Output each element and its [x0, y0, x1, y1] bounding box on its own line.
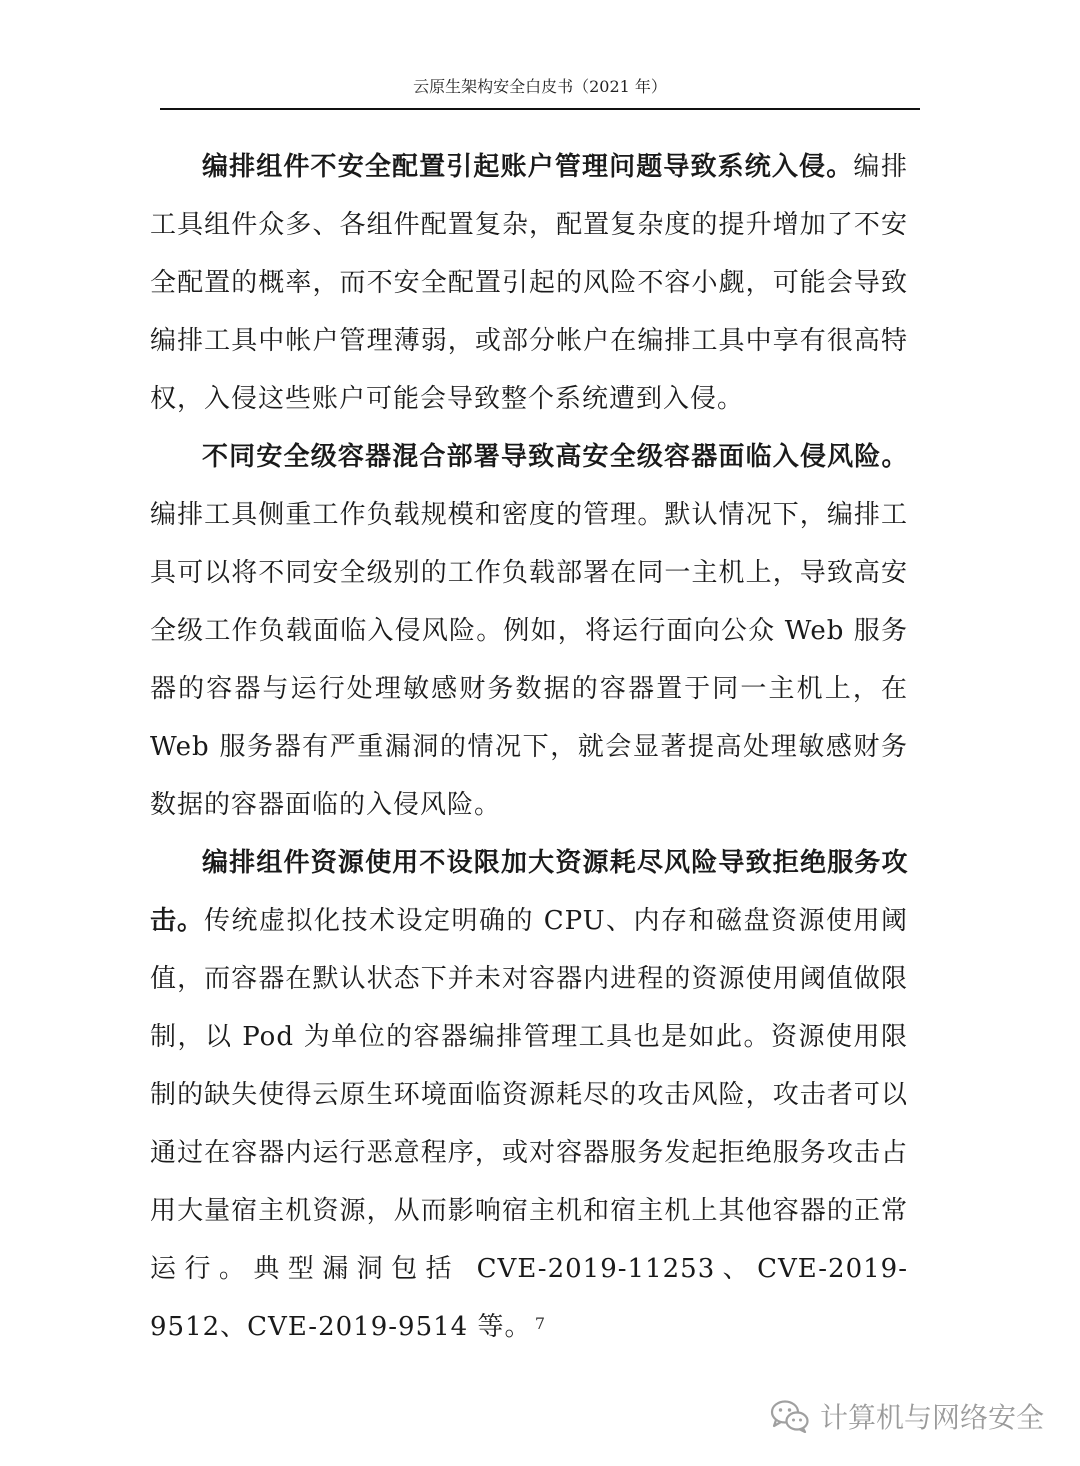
paragraph-1-body: 编排工具组件众多、各组件配置复杂，配置复杂度的提升增加了不安全配置的概率，而不安全配置引起的风险不容小觑，可能会导致编排工具中帐户管理薄弱，或部分帐户在编排工具中享有很高特权，入侵这些账户可能会导致整个系统遭到入侵。	[150, 152, 908, 414]
page-header: 云原生架构安全白皮书（2021 年）	[413, 77, 667, 96]
wechat-icon	[770, 1399, 810, 1433]
paragraph-3	[150, 834, 908, 1356]
paragraph-2-lead: 不同安全级容器混合部署导致高安全级容器面临入侵风险。	[202, 442, 908, 472]
paragraph-3-body: 传统虚拟化技术设定明确的 CPU、内存和磁盘资源使用阈值，而容器在默认状态下并未对容器内进程的资源使用阈值做限制，以 Pod 为单位的容器编排管理工具也是如此。资源使用限制的缺失使得云原生环境面临资源耗尽的攻击风险，攻击者可以通过在容器内运行恶意程序，或对容器服务发起拒绝服务攻击占用大量宿主机资源，从而影响宿主机和宿主机上其他容器的正常运行。典型漏洞包括 CVE-2019-11253、CVE-2019-9512、CVE-2019-9514 等。	[150, 906, 908, 1342]
paragraph-3-lead: 编排组件资源使用不设限加大资源耗尽风险导致拒绝服务攻击。	[150, 848, 908, 936]
watermark	[770, 1396, 1044, 1436]
watermark-text: 计算机与网络安全	[819, 1401, 1044, 1434]
page-number: 7	[534, 1314, 546, 1333]
header-divider	[160, 108, 920, 110]
document-body	[150, 138, 908, 1356]
paragraph-2	[150, 428, 908, 834]
paragraph-1	[150, 138, 908, 428]
paragraph-1-lead: 编排组件不安全配置引起账户管理问题导致系统入侵。	[202, 152, 854, 182]
paragraph-2-body: 编排工具侧重工作负载规模和密度的管理。默认情况下，编排工具可以将不同安全级别的工作负载部署在同一主机上，导致高安全级工作负载面临入侵风险。例如，将运行面向公众 Web 服务器的容器与运行处理敏感财务数据的容器置于同一主机上，在 Web 服务器有严重漏洞的情况下，就会显著提高处理敏感财务数据的容器面临的入侵风险。	[150, 500, 908, 820]
